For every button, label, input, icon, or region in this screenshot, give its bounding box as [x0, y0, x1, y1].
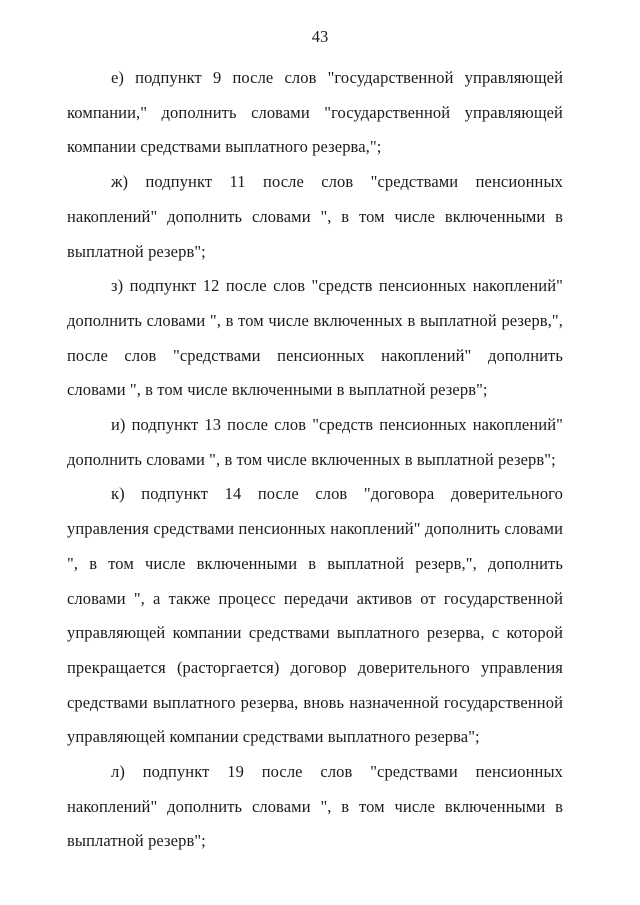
- page-number: 43: [311, 27, 329, 46]
- paragraph-subitem-k: к) подпункт 14 после слов "договора доверительного управления средствами пенсионных накоплений" дополнить словами ", в том числе включенными в выплатной резерв,", дополнить словами ", а также процесс передачи активов от государственной управляющей компании средствами выплатного резерва, с которой прекращается (расторгается) договор доверительного управления средствами выплатного резерва, вновь назначенной государственной управляющей компании средствами выплатного резерва";: [67, 484, 563, 747]
- paragraph-subitem-z: з) подпункт 12 после слов "средств пенсионных накоплений" дополнить словами ", в том числе включенных в выплатной резерв,", после слов "средствами пенсионных накоплений" дополнить словами ", в том числе включенными в выплатной резерв";: [67, 276, 563, 400]
- paragraph-subitem-e: е) подпункт 9 после слов "государственной управляющей компании," дополнить словами "государственной управляющей компании средствами выплатного резерва,";: [67, 68, 563, 157]
- paragraph-subitem-i: и) подпункт 13 после слов "средств пенсионных накоплений" дополнить словами ", в том числе включенных в выплатной резерв";: [67, 415, 563, 469]
- paragraph-subitem-zh: ж) подпункт 11 после слов "средствами пенсионных накоплений" дополнить словами ", в том числе включенными в выплатной резерв";: [67, 172, 563, 261]
- document-body: [67, 61, 563, 859]
- paragraph-subitem-l: л) подпункт 19 после слов "средствами пенсионных накоплений" дополнить словами ", в том числе включенными в выплатной резерв";: [67, 762, 563, 851]
